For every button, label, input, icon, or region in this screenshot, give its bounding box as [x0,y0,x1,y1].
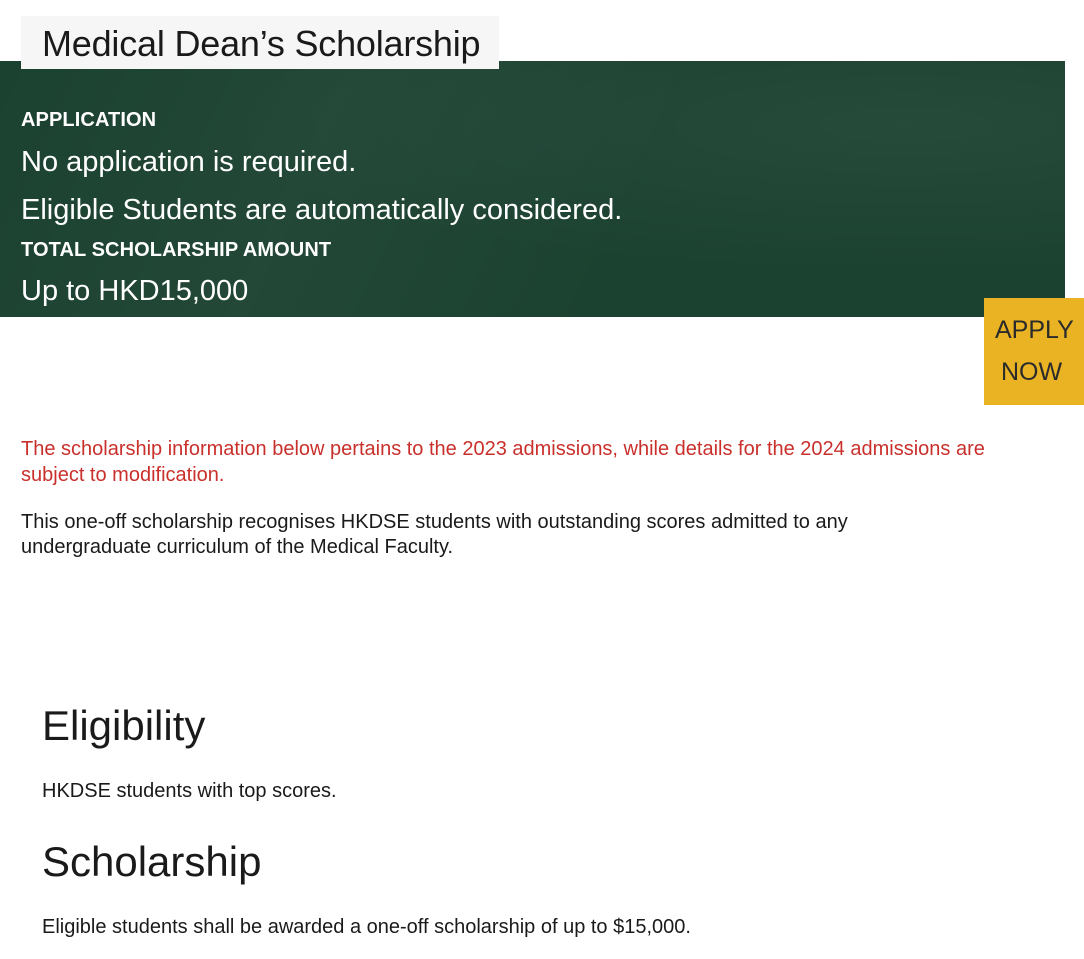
eligibility-text: HKDSE students with top scores. [42,780,337,802]
application-line-2: Eligible Students are automatically considered. [21,194,623,226]
page-title-box [21,16,499,69]
apply-now-button-line-2: NOW [1001,358,1063,386]
amount-label: TOTAL SCHOLARSHIP AMOUNT [21,239,332,261]
eligibility-heading: Eligibility [42,702,206,749]
amount-value: Up to HKD15,000 [21,275,249,307]
page-title: Medical Dean’s Scholarship [42,22,481,64]
apply-now-button-line-1: APPLY [995,316,1074,344]
scholarship-text: Eligible students shall be awarded a one-off scholarship of up to $15,000. [42,916,691,938]
apply-now-button[interactable] [984,298,1084,405]
scholarship-summary-banner [0,61,1065,317]
application-label: APPLICATION [21,109,157,131]
scholarship-heading: Scholarship [42,838,262,885]
application-line-1: No application is required. [21,146,357,178]
admissions-notice: The scholarship information below pertains to the 2023 admissions, while details for the 2024 admissions are subject to modification. [21,438,985,486]
scholarship-intro: This one-off scholarship recognises HKDSE students with outstanding scores admitted to any undergraduate curriculum of the Medical Faculty. [21,511,848,558]
